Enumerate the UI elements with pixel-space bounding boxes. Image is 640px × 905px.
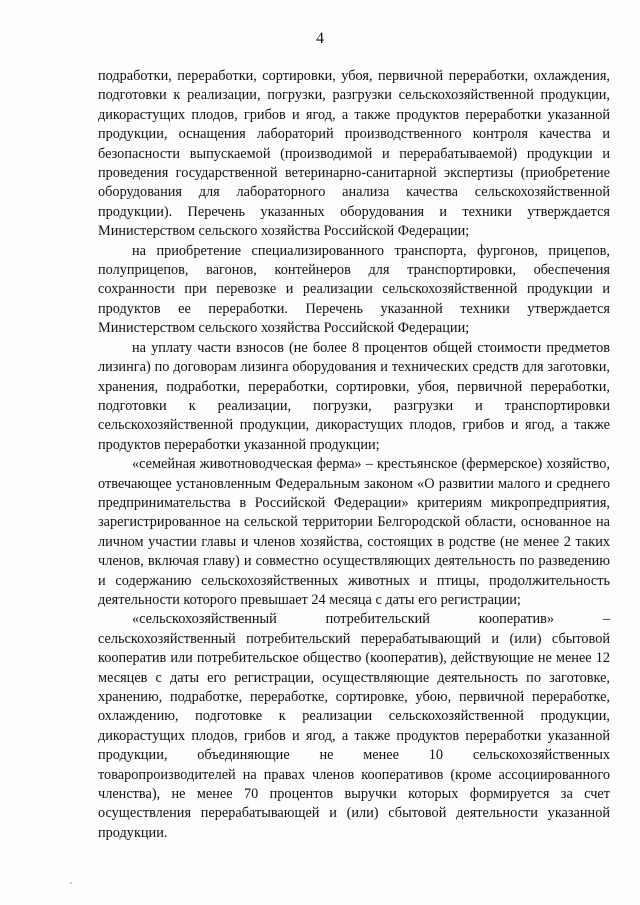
paragraph-continuation: подработки, переработки, сортировки, убоя, первичной переработки, охлаждения, подготовки к реализации, погрузки, разгрузки сельскохозяйственной продукции, дикорастущих плодов, грибов и ягод, а также продуктов переработки указанной продукции, оснащения лабораторий производственного контроля качества и безопасности выпускаемой (производимой и перерабатываемой) продукции и проведения государственной ветеринарно-санитарной экспертизы (приобретение оборудования для лабораторного анализа качества сельскохозяйственной продукции). Перечень указанных оборудования и техники утверждается Министерством сельского хозяйства Российской Федерации;	[98, 68, 610, 240]
paragraph-family-farm: «семейная животноводческая ферма» – крестьянское (фермерское) хозяйство, отвечающее установленным Федеральным законом «О развитии малого и среднего предпринимательства в Российской Федерации» критериям микропредприятия, зарегистрированное на сельской территории Белгородской области, основанное на личном участии главы и членов хозяйства, состоящих в родстве (не менее 2 таких членов, включая главу) и совместно осуществляющих деятельность по разведению и содержанию сельскохозяйственных животных и птицы, продолжительность деятельности которого превышает 24 месяца с даты его регистрации;	[98, 456, 610, 608]
page-number: 4	[316, 30, 324, 47]
paragraph-leasing: на уплату части взносов (не более 8 процентов общей стоимости предметов лизинга) по договорам лизинга оборудования и технических средств для заготовки, хранения, подработки, переработки, сортировки, убоя, первичной переработки, подготовки к реализации, погрузки, разгрузки и транспортировки сельскохозяйственной продукции, дикорастущих плодов, грибов и ягод, а также продуктов переработки указанной продукции;	[98, 339, 610, 453]
paragraph-cooperative: «сельскохозяйственный потребительский кооператив» – сельскохозяйственный потребительский перерабатывающий и (или) сбытовой кооператив или потребительское общество (кооператив), действующие не менее 12 месяцев с даты его регистрации, осуществляющие деятельность по заготовке, хранению, подработке, переработке, сортировке, убою, первичной переработке, охлаждению, подготовке к реализации сельскохозяйственной продукции, дикорастущих плодов, грибов и ягод, а также продуктов переработки указанной продукции, объединяющие не менее 10 сельскохозяйственных товаропроизводителей на правах членов кооперативов (кроме ассоциированного членства), не менее 70 процентов выручки которых формируется за счет осуществления перерабатывающей и (или) сбытовой деятельности указанной продукции.	[98, 611, 610, 841]
paragraph-transport: на приобретение специализированного транспорта, фургонов, прицепов, полуприцепов, вагонов, контейнеров для транспортировки, обеспечения сохранности при перевозке и реализации сельскохозяйственной продукции и продуктов ее переработки. Перечень указанной техники утверждается Министерством сельского хозяйства Российской Федерации;	[98, 242, 610, 337]
scan-speck	[70, 882, 72, 884]
document-text	[98, 67, 610, 843]
